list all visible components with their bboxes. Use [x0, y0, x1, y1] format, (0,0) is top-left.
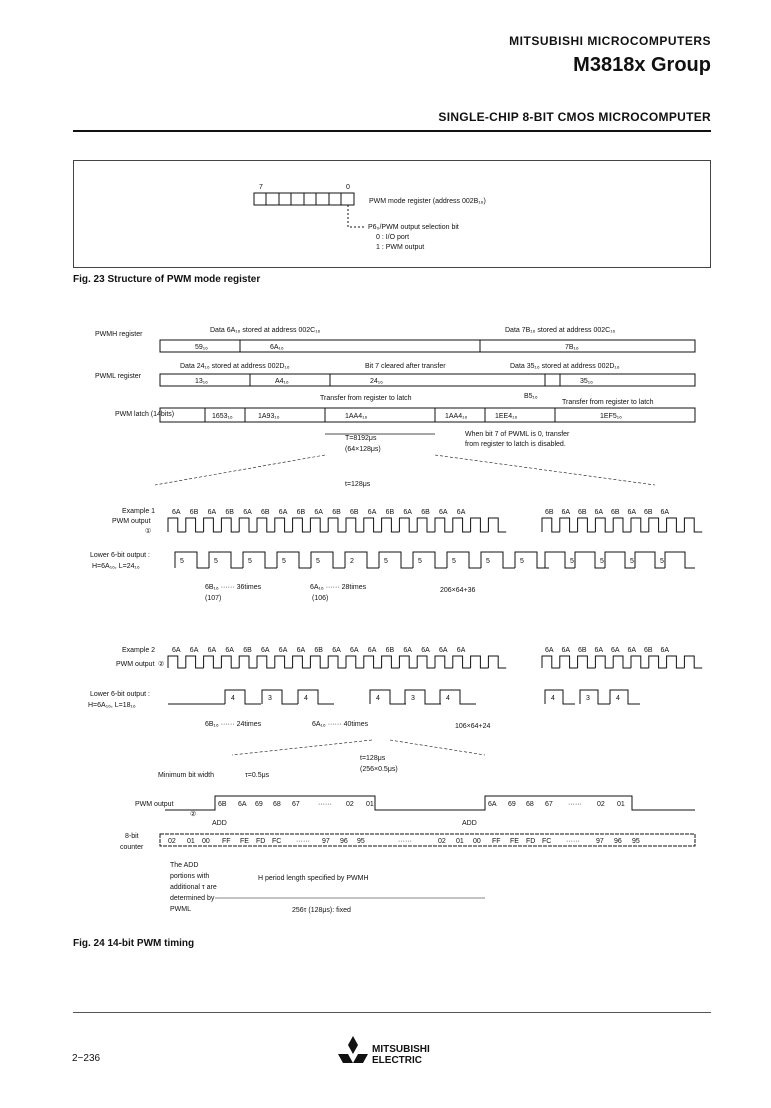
ex1-top-label: 6B: [385, 509, 395, 516]
ex1-top-labels: [172, 509, 669, 516]
counter-cell: FE: [240, 838, 249, 845]
pwml-val-0: 13₁₆: [195, 378, 208, 385]
ex2-total: 106×64+24: [455, 723, 491, 730]
ex1-top2-label: 6B: [578, 509, 587, 516]
pwm-cell: 01: [366, 801, 374, 808]
ex1-top2-label: 6A: [594, 509, 604, 516]
ex2-top2-label: 6A: [561, 647, 571, 654]
pwml-val-2: 24₁₆: [370, 378, 383, 385]
ex2-top-label: 6A: [278, 647, 288, 654]
pwm-cell2: ······: [568, 801, 582, 808]
ex2-top-label: 6B: [385, 647, 395, 654]
ex1-top-label: 6A: [367, 509, 377, 516]
ex2-top-label: 6A: [207, 647, 217, 654]
ex2-lower2-label: 3: [586, 695, 590, 702]
ex1-lower2-label: 5: [630, 558, 634, 565]
ex1-lower-label: 5: [486, 558, 490, 565]
header-company: MITSUBISHI MICROCOMPUTERS: [509, 34, 711, 48]
ex1-top-label: 6B: [350, 509, 359, 516]
t128b: t=128μs: [360, 755, 386, 762]
ex1-lower-label: 5: [520, 558, 524, 565]
note-transfer-1: Transfer from register to latch: [320, 395, 412, 402]
ex2-hl: H=6A₁₆, L=18₁₆: [88, 702, 136, 709]
ex2-lower-label: 4: [376, 695, 380, 702]
ex2-top-label: 6A: [367, 647, 377, 654]
ex2-lower2-label: 4: [616, 695, 620, 702]
pwm-cell: 68: [273, 801, 281, 808]
ex1-lower2-label: 5: [570, 558, 574, 565]
ex1-top2-label: 6B: [611, 509, 620, 516]
ex1-top-label: 6A: [207, 509, 217, 516]
pwml-val-4: 35₁₆: [580, 378, 593, 385]
ex1-top2-label: 6A: [660, 509, 670, 516]
ex1-top-label: 6B: [421, 509, 430, 516]
min-bit: Minimum bit width: [158, 772, 215, 779]
ex2-top2-label: 6B: [644, 647, 653, 654]
note-data-7b: Data 7B₁₆ stored at address 002C₁₆: [505, 327, 616, 334]
ex1-count-1: 6B₁₆ ······ 36times: [205, 584, 262, 591]
ex2-top2-label: 6A: [611, 647, 620, 654]
fixed: 256τ (128μs): fixed: [292, 907, 351, 914]
latch-val-2: 1AA4₁₆: [345, 413, 368, 420]
ex2-top2-label: 6B: [578, 647, 587, 654]
pwmh-label: PWMH register: [95, 331, 143, 338]
ex1-lower2-label: 5: [660, 558, 664, 565]
counter-cell: ······: [566, 838, 580, 845]
ex1-top-label: 6A: [403, 509, 412, 516]
note-data-35: Data 35₁₆ stored at address 002D₁₆: [510, 363, 620, 370]
ex1-lower2-label: 5: [600, 558, 604, 565]
latch-val-3: 1AA4₁₆: [445, 413, 468, 420]
ex1-lower-wave: [175, 552, 695, 568]
ex2-top2-label: 6A: [545, 647, 554, 654]
pwm-cell2: 02: [597, 801, 605, 808]
pwm-cell: ······: [318, 801, 332, 808]
ex1-top-label: 6B: [261, 509, 270, 516]
counter-cell: FD: [526, 838, 536, 845]
ex1-total: 206×64+36: [440, 587, 476, 594]
header-rule: [73, 130, 711, 132]
ex2-top-label: 6A: [172, 647, 181, 654]
fig24-diagram: [0, 300, 771, 960]
ex1-lower-label: 5: [248, 558, 252, 565]
ex1-lower-label: 5: [384, 558, 388, 565]
ex1-count-2b: (106): [312, 595, 329, 602]
tau: τ=0.5μs: [245, 772, 270, 779]
ex1-top-label: 6B: [296, 509, 306, 516]
pwml-val-1: A4₁₆: [275, 378, 289, 385]
ex1-top-label: 6A: [314, 509, 323, 516]
ex1-top-label: 6B: [225, 509, 234, 516]
period-T2: (64×128μs): [345, 446, 381, 453]
counter-cell: 96: [614, 838, 622, 845]
latch-val-0: 1653₁₆: [212, 413, 233, 420]
counter-cell: 02: [168, 838, 176, 845]
pwm-cell: 6A: [238, 801, 247, 808]
ex2-lower2-label: 4: [551, 695, 555, 702]
fig23-bit-low: 0: [346, 184, 350, 191]
ex2-num: ②: [158, 661, 165, 668]
ex2-top-label: 6A: [261, 647, 270, 654]
latch-label: PWM latch (14bits): [115, 411, 175, 418]
pwm-cells: [218, 801, 625, 808]
ex2-top-label: 6A: [332, 647, 341, 654]
pwm-cell: 69: [255, 801, 263, 808]
pwmh-val-1: 6A₁₆: [270, 344, 284, 351]
ex2-pwm-wave: [168, 656, 702, 668]
ex2-lower-label: 4: [304, 695, 308, 702]
t128: t=128μs: [345, 481, 371, 488]
counter-cell: 97: [322, 838, 330, 845]
ex2-lower-label: 3: [268, 695, 272, 702]
add-1: ADD: [212, 820, 227, 827]
ex2-top-label: 6A: [350, 647, 359, 654]
pwm-out2-label: PWM output: [135, 801, 174, 808]
ex1-lower-label: 5: [180, 558, 184, 565]
ex2-top-label: 6A: [225, 647, 234, 654]
add-note-line: determined by: [170, 895, 215, 902]
fig23-option-1: 1 : PWM output: [376, 244, 425, 251]
counter-cell: FF: [492, 838, 501, 845]
header-subtitle: SINGLE-CHIP 8-BIT CMOS MICROCOMPUTER: [438, 110, 711, 124]
fig24-caption: Fig. 24 14-bit PWM timing: [73, 938, 195, 949]
footer-rule: [73, 1012, 711, 1013]
counter-cell: 95: [357, 838, 365, 845]
ex1-lower-label: 5: [316, 558, 320, 565]
ex2-lower-label: 4: [446, 695, 450, 702]
pwm-cell2: 6A: [488, 801, 497, 808]
pwm-cell2: 67: [545, 801, 553, 808]
period-T: T=8192μs: [345, 435, 377, 442]
ex1-label: Example 1: [122, 508, 156, 515]
ex1-lower-labels: [180, 558, 664, 565]
add-note: [170, 862, 217, 913]
ex2-count-2: 6A₁₆ ······ 40times: [312, 721, 369, 728]
ex1-lower6-label: Lower 6-bit output :: [90, 552, 150, 559]
ex2-top-label: 6A: [421, 647, 430, 654]
ex2-top-label: 6A: [456, 647, 466, 654]
ex2-sub: PWM output: [116, 661, 155, 668]
counter-cell: FC: [542, 838, 552, 845]
ex1-top-label: 6A: [278, 509, 288, 516]
fig23-option-0: 0 : I/O port: [376, 234, 410, 241]
counter-cells: [160, 834, 695, 846]
note-transfer-2: Transfer from register to latch: [562, 399, 654, 406]
counter-cell: 02: [438, 838, 446, 845]
counter-cell: FD: [256, 838, 266, 845]
ex1-top2-label: 6A: [627, 509, 637, 516]
counter-cell: FF: [222, 838, 231, 845]
counter-cell: 01: [187, 838, 195, 845]
h-period: H period length specified by PWMH: [258, 875, 369, 882]
ex1-lower-label: 5: [282, 558, 286, 565]
ex1-num: ①: [145, 528, 152, 535]
counter-cell: ······: [296, 838, 310, 845]
mitsubishi-logo-icon: [335, 1034, 371, 1066]
counter-cell: 00: [473, 838, 481, 845]
note-bit7-cleared: Bit 7 cleared after transfer: [365, 363, 446, 370]
logo-text: MITSUBISHI ELECTRIC: [372, 1044, 430, 1066]
header-group: M3818x Group: [573, 54, 711, 76]
ex1-lower-label: 5: [452, 558, 456, 565]
add-note-line: additional τ are: [170, 884, 217, 891]
ex2-top-label: 6B: [314, 647, 323, 654]
ex1-top2-label: 6B: [545, 509, 554, 516]
ex1-pwm-wave: [168, 518, 702, 532]
ex2-lower-label: 4: [231, 695, 235, 702]
pwm-cell: 02: [346, 801, 354, 808]
pwml-val-3: B5₁₆: [524, 393, 538, 400]
pwm-cell: 67: [292, 801, 300, 808]
ex1-sub: PWM output: [112, 518, 151, 525]
note-data-24: Data 24₁₆ stored at address 002D₁₆: [180, 363, 290, 370]
add-note-line: portions with: [170, 873, 210, 880]
add-2: ADD: [462, 820, 477, 827]
ex1-top-label: 6A: [439, 509, 448, 516]
latch-val-4: 1EE4₁₆: [495, 413, 518, 420]
ex2-top-label: 6A: [296, 647, 306, 654]
ex2-lower-label: 3: [411, 695, 415, 702]
ex1-top-label: 6B: [332, 509, 341, 516]
ex1-top2-label: 6B: [644, 509, 653, 516]
counter-cell: ······: [398, 838, 412, 845]
fig23-frame: [73, 160, 711, 268]
ex2-top-label: 6A: [439, 647, 448, 654]
fig23-register-cells: [254, 193, 354, 205]
ex2-top2-label: 6A: [594, 647, 604, 654]
add-note-line: PWML: [170, 906, 191, 913]
ex1-lower-label: 5: [214, 558, 218, 565]
ex1-count-1b: (107): [205, 595, 222, 602]
pwm-cell2: 01: [617, 801, 625, 808]
ex1-count-2: 6A₁₆ ······ 28times: [310, 584, 367, 591]
note-data-6a: Data 6A₁₆ stored at address 002C₁₆: [210, 327, 321, 334]
ex2-lower6-label: Lower 6-bit output :: [90, 691, 150, 698]
fig23-selection-bit: P6₀/PWM output selection bit: [368, 224, 459, 231]
ex2-lower-wave: [168, 690, 640, 704]
pwm-out2-num: ②: [190, 811, 197, 818]
counter-cell: 00: [202, 838, 210, 845]
ex2-top2-label: 6A: [660, 647, 670, 654]
fig23-caption: Fig. 23 Structure of PWM mode register: [73, 274, 261, 285]
counter-cell: 01: [456, 838, 464, 845]
counter-cell: 96: [340, 838, 348, 845]
counter-cell: 95: [632, 838, 640, 845]
note-when-bit7b: from register to latch is disabled.: [465, 441, 566, 448]
ex1-hl: H=6A₁₆, L=24₁₆: [92, 563, 140, 570]
add-note-line: The ADD: [170, 862, 199, 869]
ex1-top-label: 6A: [172, 509, 181, 516]
page-number: 2−236: [72, 1053, 101, 1064]
ex2-count-1: 6B₁₆ ······ 24times: [205, 721, 262, 728]
pwm-cell: 6B: [218, 801, 227, 808]
fig23-bit-high: 7: [259, 184, 263, 191]
ex1-top-label: 6A: [243, 509, 252, 516]
pwmh-val-0: 59₁₆: [195, 344, 208, 351]
pwm-cell2: 69: [508, 801, 516, 808]
ex1-lower-label: 2: [350, 558, 354, 565]
counter-cell: FE: [510, 838, 519, 845]
counter-cell: 97: [596, 838, 604, 845]
pwmh-val-2: 7B₁₆: [565, 344, 579, 351]
counter-label: 8-bit counter: [120, 833, 144, 851]
note-when-bit7: When bit 7 of PWML is 0, transfer: [465, 431, 570, 438]
fig23-register-label: PWM mode register (address 002B₁₆): [369, 198, 486, 205]
counter-cell: FC: [272, 838, 282, 845]
ex2-top2-label: 6A: [627, 647, 637, 654]
ex1-top2-label: 6A: [561, 509, 571, 516]
ex2-top-label: 6B: [243, 647, 252, 654]
ex2-label: Example 2: [122, 647, 156, 654]
ex2-top-labels: [172, 647, 669, 654]
latch-val-5: 1EF5₁₆: [600, 413, 622, 420]
t128b2: (256×0.5μs): [360, 766, 398, 773]
pwm-cell2: 68: [526, 801, 534, 808]
ex1-lower-label: 5: [418, 558, 422, 565]
ex2-top-label: 6A: [403, 647, 412, 654]
ex1-top-label: 6B: [189, 509, 199, 516]
fig23-diagram: [74, 161, 710, 267]
pwml-label: PWML register: [95, 373, 142, 380]
latch-val-1: 1A93₁₆: [258, 413, 280, 420]
ex1-top-label: 6A: [456, 509, 466, 516]
ex2-top-label: 6A: [189, 647, 199, 654]
